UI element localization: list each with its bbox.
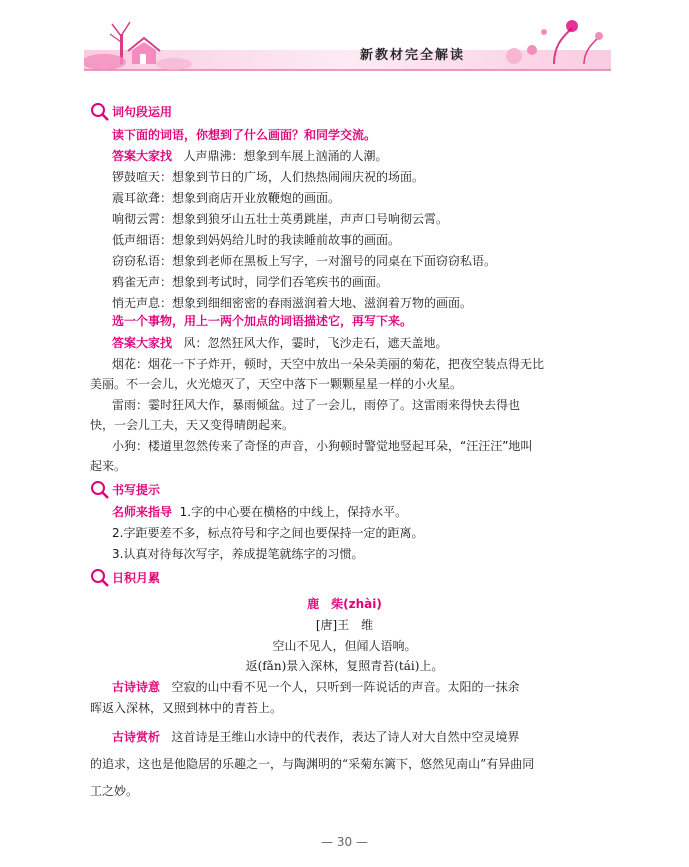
tip-text: 1.字的中心要在横格的中线上，保持水平。	[179, 505, 408, 519]
banner-graphic	[84, 14, 611, 82]
section-title: 日积月累	[112, 571, 161, 585]
poem-meaning-line	[112, 680, 519, 695]
paragraph-line: 小狗：楼道里忽然传来了奇怪的声音，小狗顿时警觉地竖起耳朵，“汪汪汪”地叫	[112, 439, 533, 453]
answer-line: 低声细语：想象到妈妈给儿时的我读睡前故事的画面。	[112, 233, 401, 247]
poem-author: [唐]王 维	[315, 618, 374, 632]
answer-label: 答案大家找	[112, 336, 173, 350]
tip-line: 2.字距要差不多，标点符号和字之间也要保持一定的距离。	[112, 526, 424, 540]
poem-verse: 返(fǎn)景入深林，复照青苔(tái)上。	[245, 659, 444, 673]
poem-meaning-line: 晖返入深林，又照到林中的青苔上。	[90, 701, 283, 715]
tip-label: 名师来指导	[112, 505, 173, 519]
answer-line	[112, 336, 447, 351]
poem-analysis-line: 的追求，这也是他隐居的乐趣之一，与陶渊明的“采菊东篱下，悠然见南山”有异曲同	[90, 757, 535, 771]
answer-text: 风：忽然狂风大作，霎时，飞沙走石，遮天盖地。	[183, 336, 448, 350]
paragraph-line: 雷雨：霎时狂风大作，暴雨倾盆。过了一会儿，雨停了。这雷雨来得快去得也	[112, 398, 521, 412]
paragraph-line: 烟花：烟花一下子炸开，顿时，天空中放出一朵朵美丽的菊花，把夜空装点得无比	[112, 357, 545, 371]
paragraph-line: 美丽。不一会儿，火光熄灭了，天空中落下一颗颗星星一样的小火星。	[90, 377, 463, 391]
poem-title: 鹿 柴(zhài)	[307, 597, 382, 611]
paragraph-line: 快，一会儿工夫，天又变得晴朗起来。	[90, 418, 295, 432]
tip-line: 3.认真对待每次写字，养成提笔就练字的习惯。	[112, 547, 364, 561]
magnifier-icon	[90, 102, 110, 122]
analysis-label: 古诗赏析	[112, 730, 161, 744]
poem-analysis-line: 工之妙。	[90, 784, 139, 798]
section-title: 书写提示	[112, 483, 161, 497]
question-2: 选一个事物，用上一两个加点的词语描述它，再写下来。	[112, 314, 413, 328]
paragraph-line: 起来。	[90, 459, 127, 473]
tree-house-icon	[84, 22, 192, 70]
page-number: — 30 —	[321, 835, 368, 849]
answer-line: 窃窃私语：想象到老师在黑板上写字，一对溜号的同桌在下面窃窃私语。	[112, 254, 497, 268]
question-1: 读下面的词语，你想到了什么画面？和同学交流。	[112, 128, 377, 142]
answer-line: 响彻云霄：想象到狼牙山五壮士英勇跳崖，声声口号响彻云霄。	[112, 212, 449, 226]
answer-line: 锣鼓喧天：想象到节日的广场，人们热热闹闹庆祝的场面。	[112, 170, 425, 184]
tip-line	[112, 505, 407, 520]
section-title: 词句段运用	[112, 105, 173, 119]
meaning-text: 空寂的山中看不见一个人，只听到一阵说话的声音。太阳的一抹余	[171, 680, 520, 694]
poem-analysis-line	[112, 730, 519, 745]
answer-text: 人声鼎沸：想象到车展上汹涌的人潮。	[183, 149, 388, 163]
magnifier-icon	[90, 568, 110, 588]
answer-line: 悄无声息：想象到细细密密的春雨滋润着大地、滋润着万物的画面。	[112, 296, 473, 310]
answer-line: 震耳欲聋：想象到商店开业放鞭炮的画面。	[112, 191, 341, 205]
magnifier-icon	[90, 480, 110, 500]
header-banner	[84, 14, 611, 82]
meaning-label: 古诗诗意	[112, 680, 161, 694]
book-title: 新教材完全解读	[360, 48, 466, 63]
answer-line: 鸦雀无声：想象到考试时，同学们吞笔疾书的画面。	[112, 275, 389, 289]
analysis-text: 这首诗是王维山水诗中的代表作，表达了诗人对大自然中空灵境界	[171, 730, 520, 744]
answer-label: 答案大家找	[112, 149, 173, 163]
answer-line	[112, 149, 387, 164]
poem-verse: 空山不见人，但闻人语响。	[272, 639, 417, 653]
